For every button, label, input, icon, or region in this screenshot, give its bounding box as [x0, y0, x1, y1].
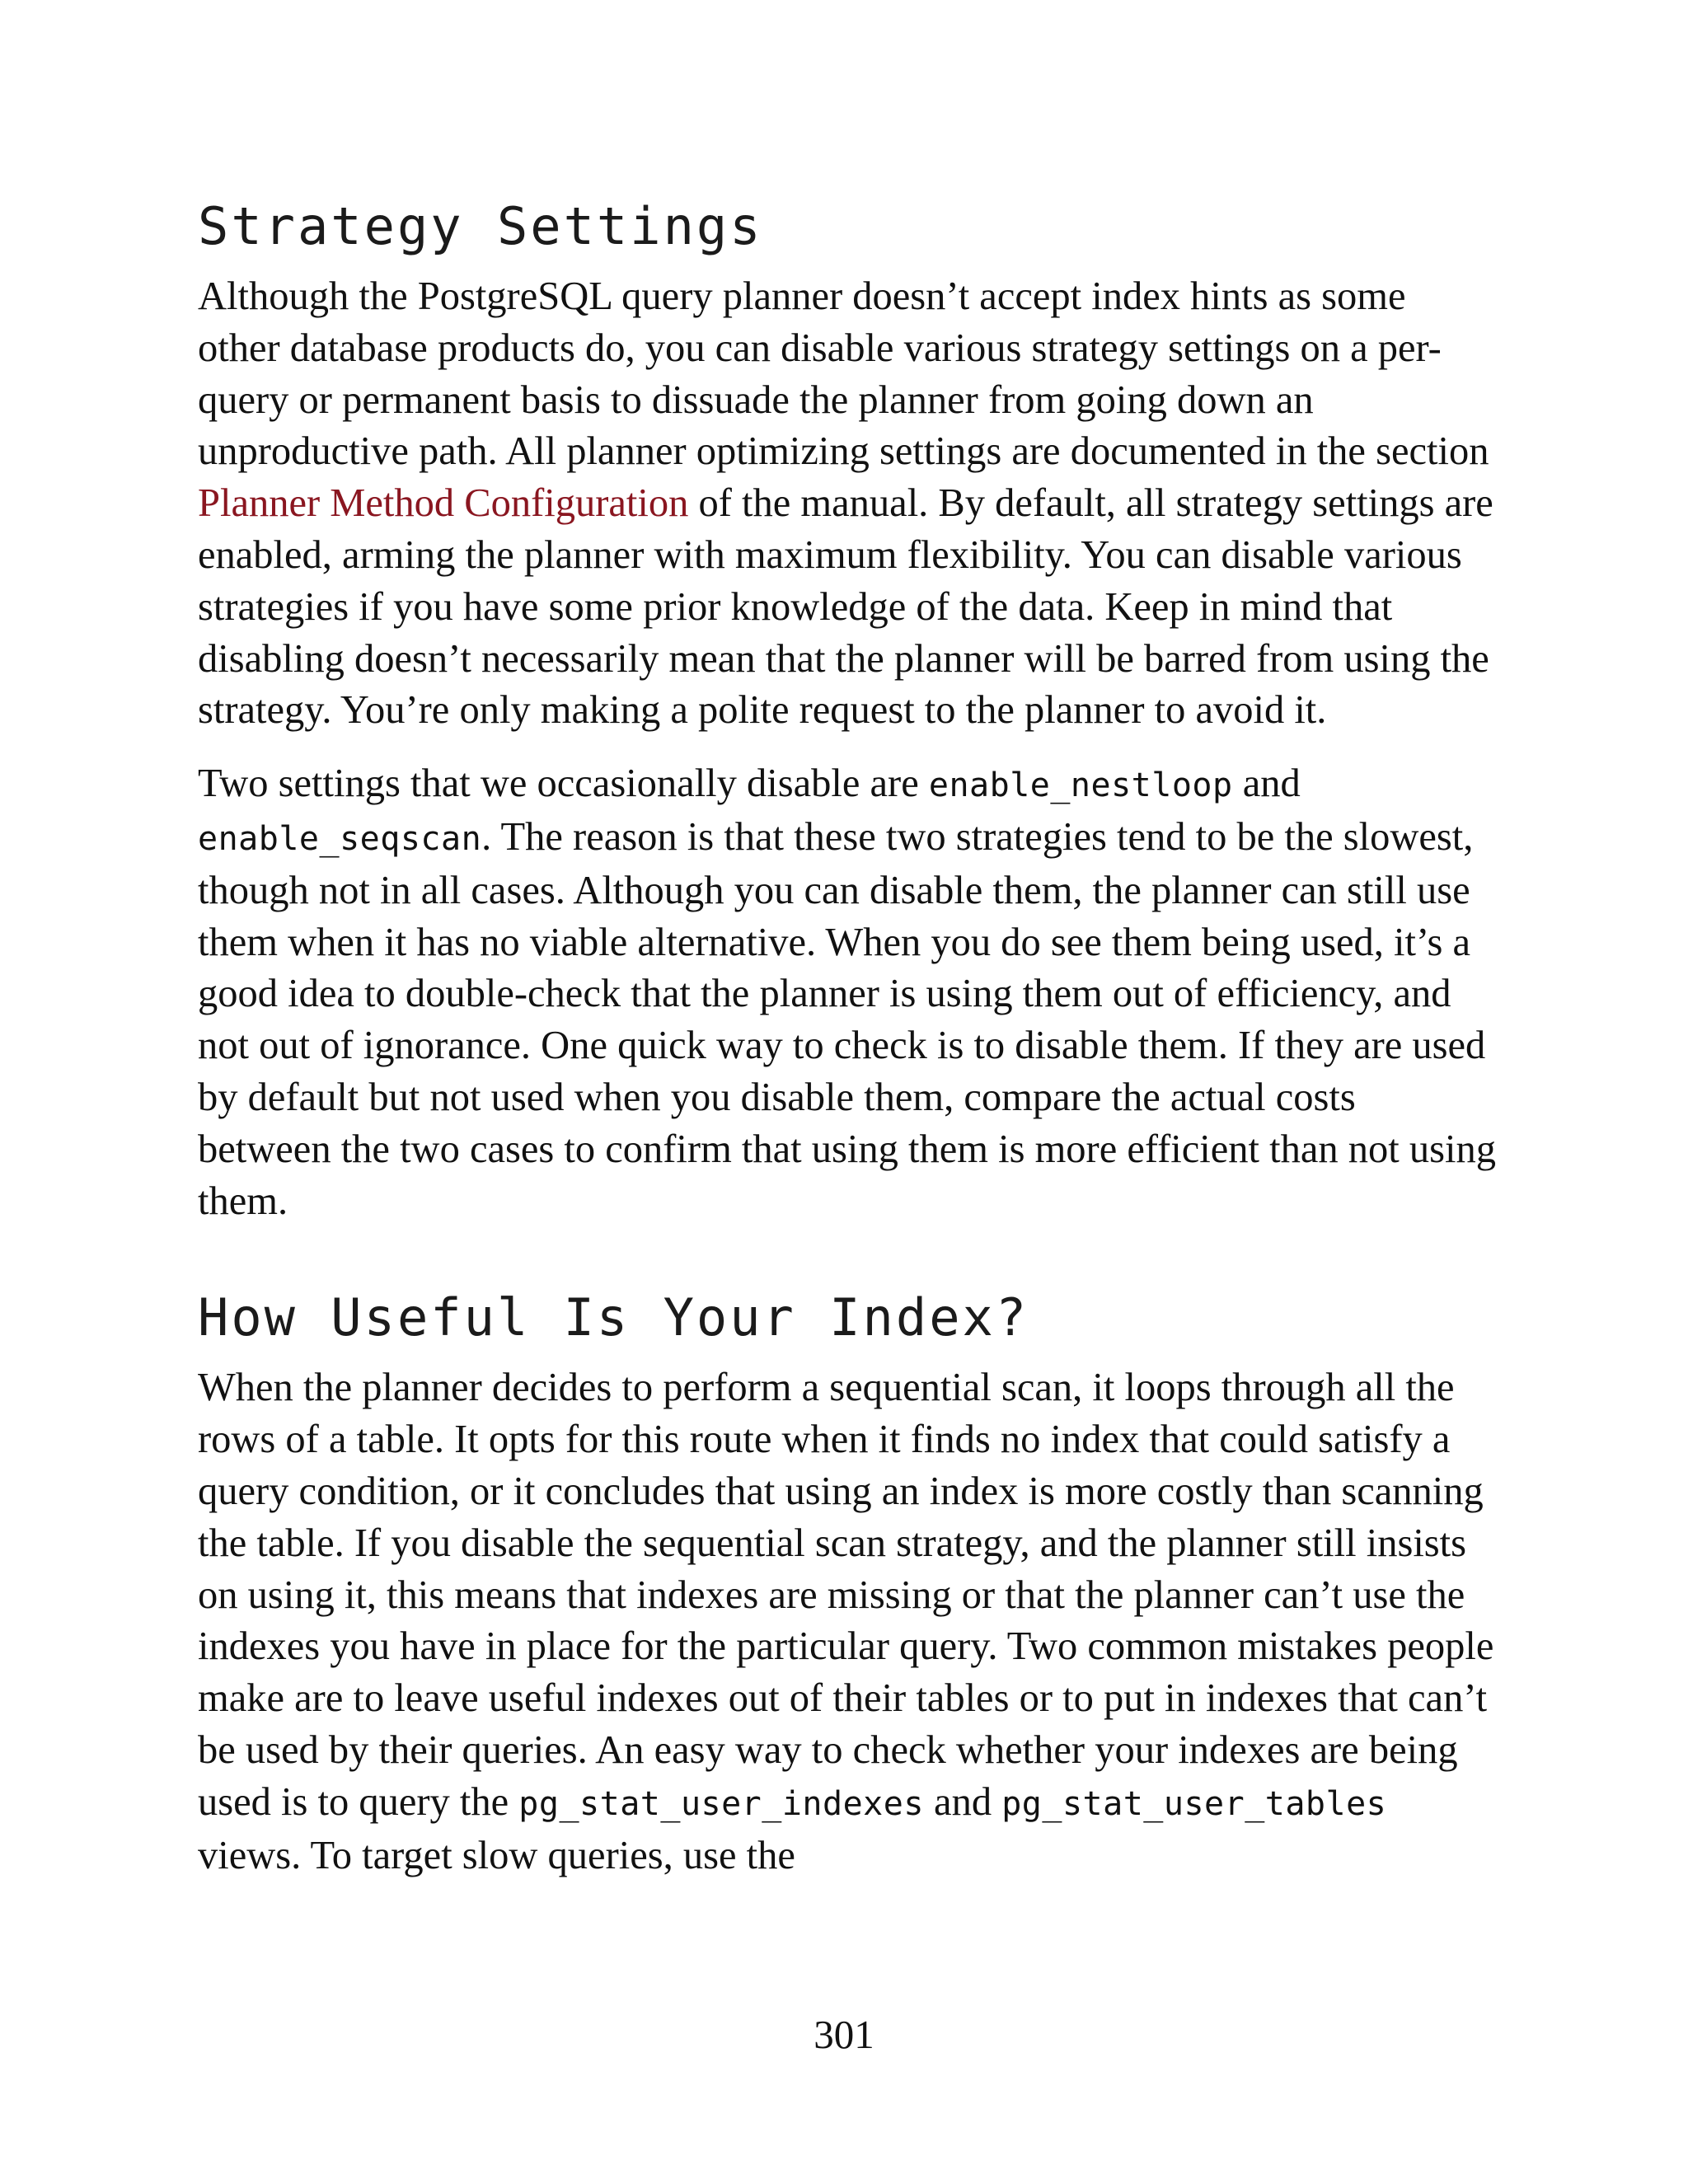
text-run: Although the PostgreSQL query planner doesn’t accept index hints as some other database products do, you can disable various strategy settings on a per-query or permanent basis to dissuade the planner from going down an unproductive path. All planner optimizing settings are documented in the section [198, 274, 1489, 474]
code-enable-nestloop: enable_nestloop [928, 766, 1233, 805]
planner-method-configuration-link[interactable]: Planner Method Configuration [198, 481, 689, 526]
section-heading-index-usefulness: How Useful Is Your Index? [198, 1287, 1029, 1348]
text-run: views. To target slow queries, use the [198, 1833, 795, 1877]
code-pg-stat-user-indexes: pg_stat_user_indexes [518, 1784, 924, 1823]
text-run: and [923, 1779, 1002, 1824]
page-content [198, 194, 1496, 1903]
paragraph-disable-settings [198, 758, 1496, 1227]
paragraph-sequential-scan [198, 1362, 1496, 1882]
code-enable-seqscan: enable_seqscan [198, 819, 482, 858]
text-run: When the planner decides to perform a sequential scan, it loops through all the rows of a table. It opts for this route when it finds no index that could satisfy a query condition, or it concludes that using an index is more costly than scanning the table. If you disable the sequential scan strategy, and the planner still insists on using it, this means that indexes are missing or that the planner can’t use the indexes you have in place for the particular query. Two common mistakes people make are to leave useful indexes out of their tables or to put in indexes that can’t be used by their queries. An easy way to check whether your indexes are being used is to query the [198, 1366, 1494, 1824]
text-run: . The reason is that these two strategies tend to be the slowest, though not in all cases. Although you can disable them, the planner can still use them when it has no viable alternative. When you do see them being used, it’s a good idea to double-check that the planner is using them out of efficiency, and not out of ignorance. One quick way to check is to disable them. If they are used by default but not used when you disable them, compare the actual costs between the two cases to confirm that using them is more efficient than not using them. [198, 814, 1496, 1223]
text-run: and [1232, 762, 1301, 806]
paragraph-strategy-intro [198, 271, 1496, 737]
page-number: 301 [814, 2012, 874, 2057]
text-run: of the manual. By default, all strategy settings are enabled, arming the planner with maximum flexibility. You can disable various strategies if you have some prior knowledge of the data. Keep in mind that disabling doesn’t necessarily mean that the planner will be barred from using the strategy. You’re only making a polite request to the planner to avoid it. [198, 481, 1493, 733]
text-run: Two settings that we occasionally disable are [198, 762, 929, 806]
section-heading-strategy-settings: Strategy Settings [198, 196, 763, 256]
code-pg-stat-user-tables: pg_stat_user_tables [1001, 1784, 1387, 1823]
